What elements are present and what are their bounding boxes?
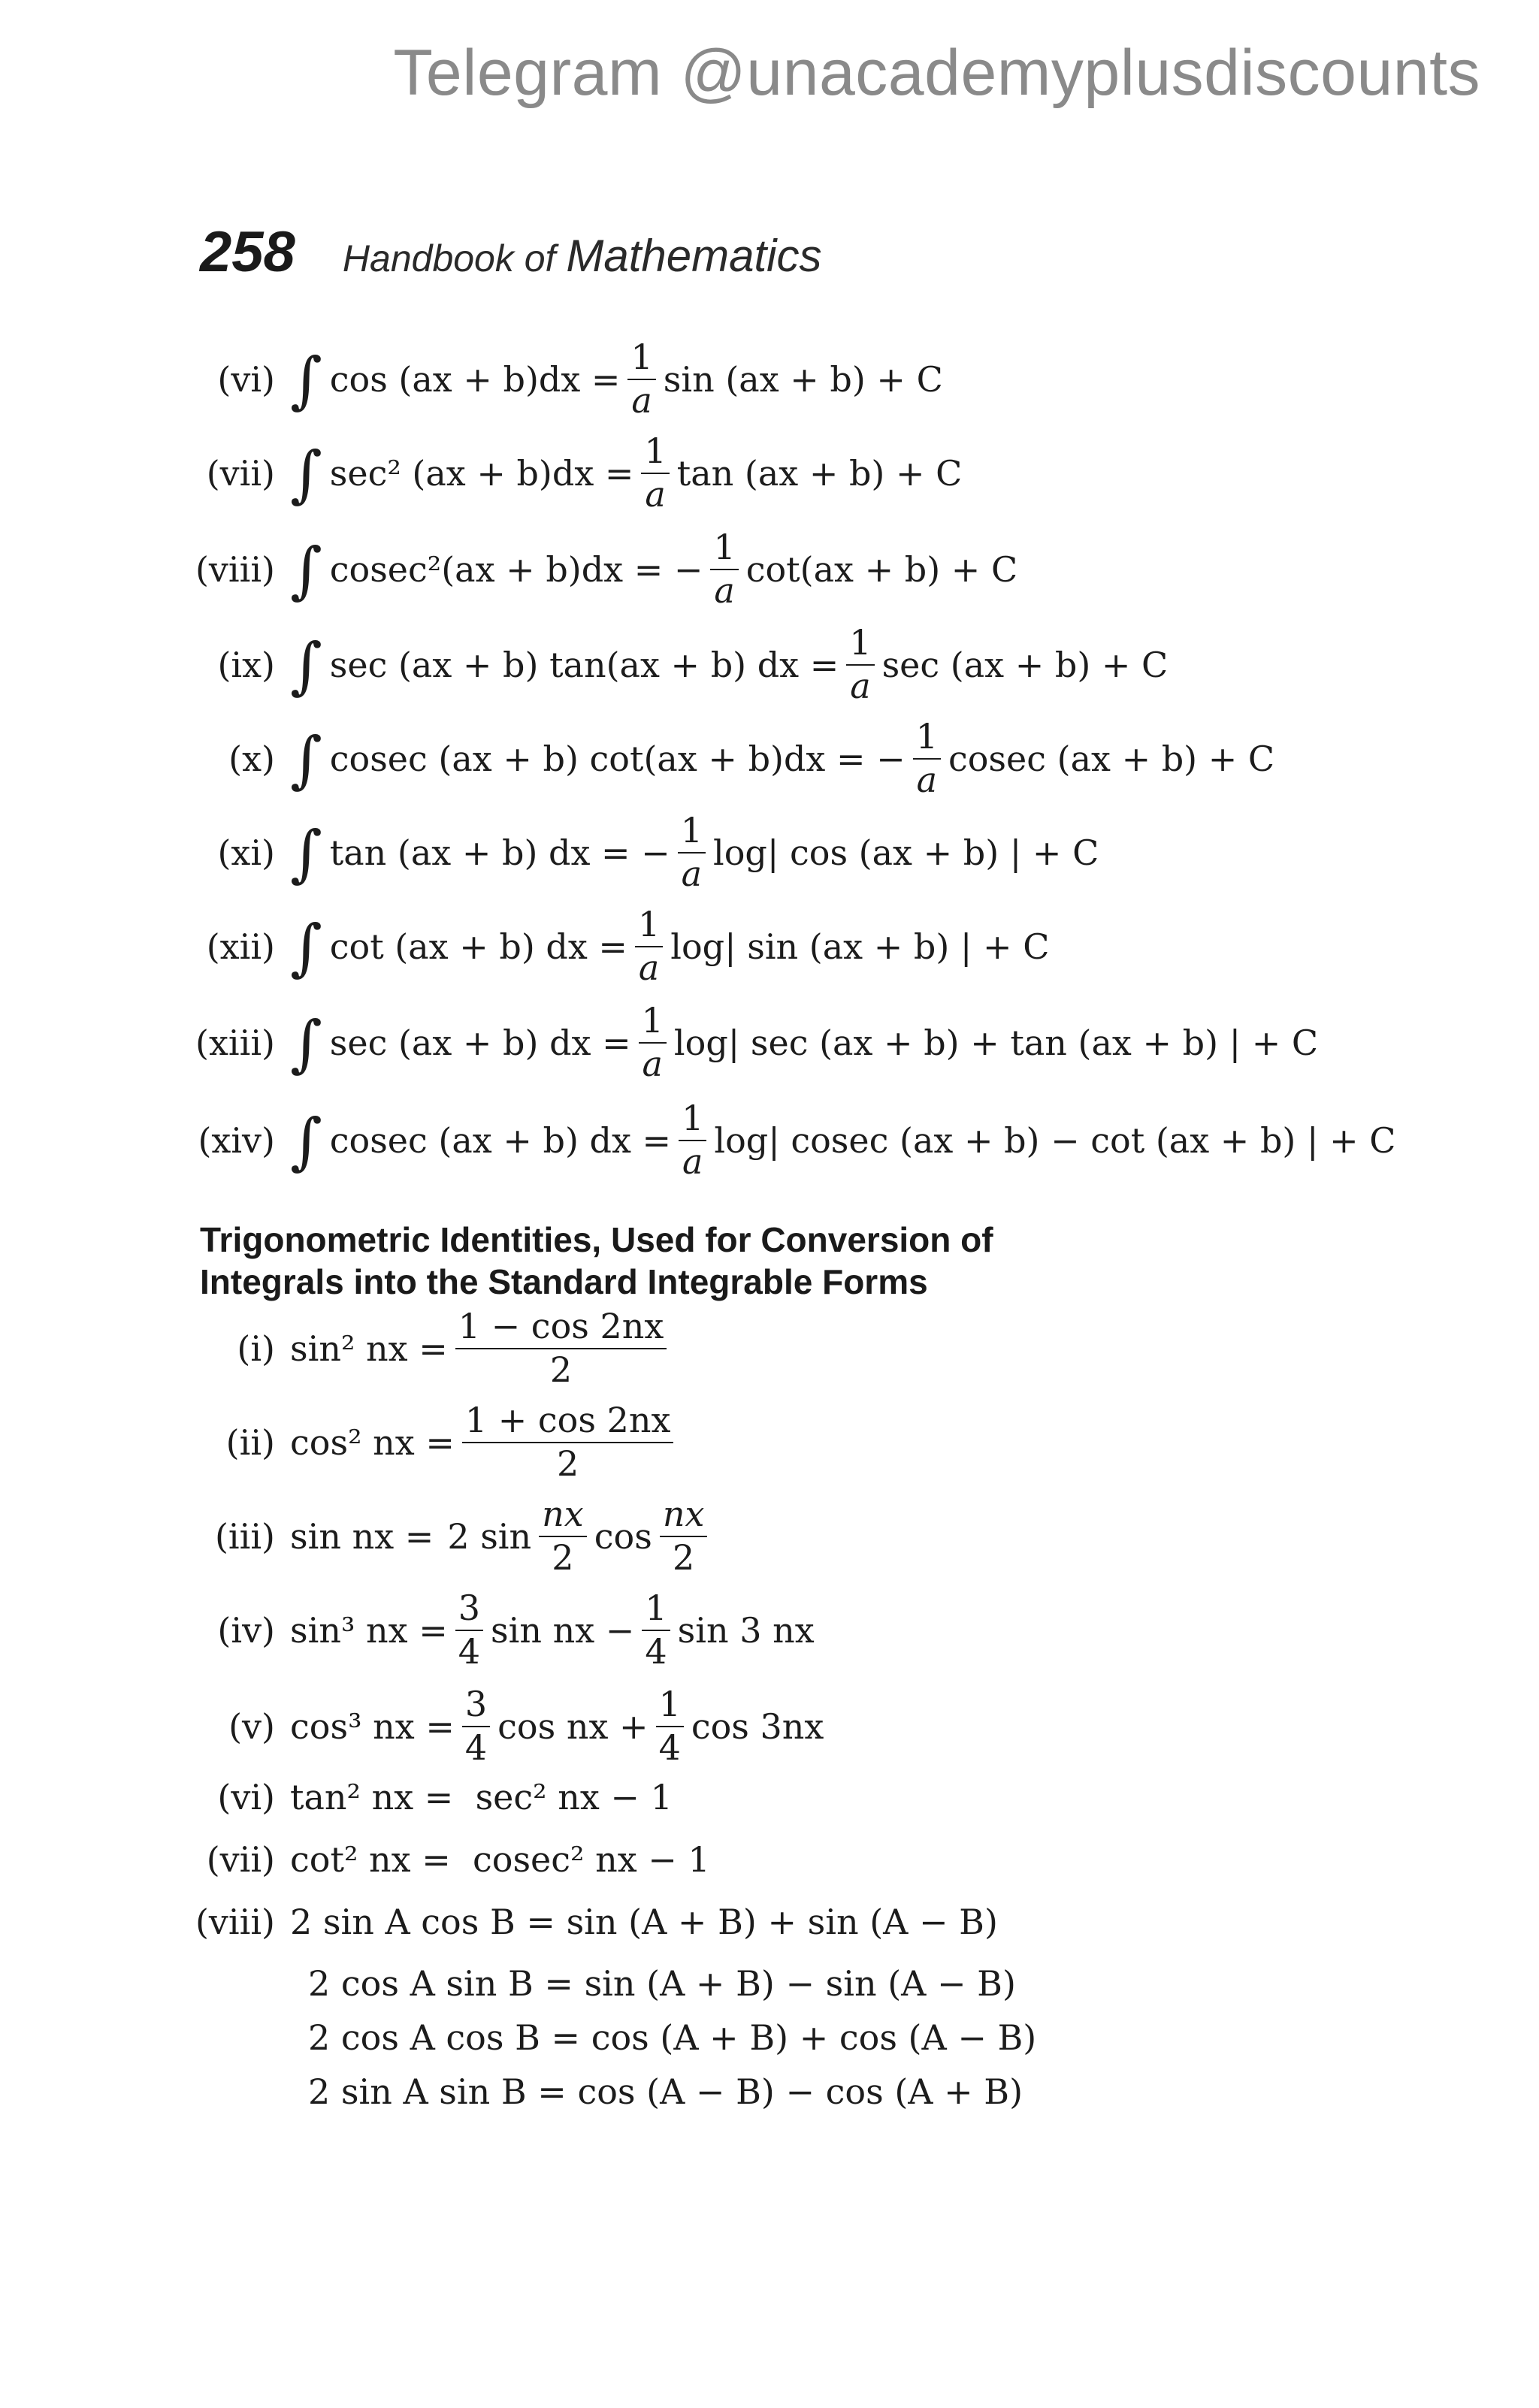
formula-lhs: sec² (ax + b)dx =	[329, 453, 634, 494]
integral-formula	[0, 714, 1274, 804]
fraction-denominator: a	[681, 854, 703, 894]
formula-lhs: tan (ax + b) dx = −	[329, 832, 670, 873]
formula-rhs: sec (ax + b) + C	[881, 645, 1169, 685]
fraction-numerator: 1	[710, 528, 738, 570]
fraction-denominator: 2	[672, 1537, 695, 1578]
identity-formula	[0, 1491, 715, 1582]
book-title-main: Mathematics	[566, 231, 822, 281]
formula-rhs: sin (ax + b) + C	[663, 359, 943, 400]
fraction-denominator: 2	[552, 1537, 574, 1578]
formula-lhs: sin² nx =	[290, 1328, 448, 1369]
integral-formula	[0, 998, 1318, 1088]
formula-rhs: log| cos (ax + b) | + C	[713, 832, 1099, 873]
fraction-numerator: 1	[642, 1589, 670, 1631]
identity-fraction	[642, 1589, 670, 1671]
integral-sign-icon: ∫	[290, 1008, 322, 1080]
identity-formula	[0, 1892, 998, 1952]
identity-formula	[0, 1767, 673, 1827]
identity-formula	[0, 1585, 815, 1675]
fraction-denominator: a	[850, 666, 871, 706]
formula-term: cos nx +	[497, 1706, 649, 1747]
coefficient-fraction	[641, 432, 669, 514]
fraction-numerator: 1	[679, 1099, 706, 1141]
formula-label: (xiii)	[195, 1023, 275, 1063]
fraction-numerator: 3	[462, 1685, 490, 1727]
integral-sign-icon: ∫	[290, 724, 322, 796]
section-heading	[200, 1219, 993, 1303]
formula-lhs: cos² nx =	[290, 1422, 455, 1463]
fraction-numerator: 3	[455, 1589, 483, 1631]
formula-label: (vi)	[217, 359, 275, 400]
fraction-numerator: nx	[660, 1495, 708, 1537]
formula-lhs: cos³ nx =	[290, 1706, 455, 1747]
fraction-denominator: a	[631, 380, 652, 421]
integral-formula	[0, 334, 943, 424]
identity-fraction	[455, 1589, 483, 1671]
formula-rhs: log| sec (ax + b) + tan (ax + b) | + C	[673, 1023, 1319, 1063]
fraction-denominator: a	[714, 570, 735, 611]
formula-lhs: sec (ax + b) dx =	[329, 1023, 631, 1063]
integral-sign-icon: ∫	[290, 439, 322, 510]
identity-fraction	[462, 1401, 674, 1483]
integral-sign-icon: ∫	[290, 630, 322, 702]
fraction-denominator: 4	[645, 1631, 667, 1672]
formula-label: (vii)	[206, 1839, 275, 1880]
formula-rhs: cosec (ax + b) + C	[948, 739, 1275, 779]
fraction-denominator: a	[916, 760, 938, 800]
coefficient-fraction	[635, 905, 663, 987]
product-to-sum-line: 2 cos A sin B = sin (A + B) − sin (A − B)	[308, 1963, 1016, 2004]
formula-lhs: cos (ax + b)dx =	[329, 359, 621, 400]
coefficient-fraction	[678, 811, 706, 893]
identity-formula	[0, 1397, 681, 1488]
section-heading-line-1: Trigonometric Identities, Used for Conversion of	[200, 1220, 993, 1259]
identity-fraction	[539, 1495, 587, 1577]
identity-formula	[0, 1681, 824, 1772]
formula-text: tan² nx = sec² nx − 1	[290, 1777, 673, 1817]
coefficient-fraction	[913, 718, 941, 799]
fraction-numerator: nx	[539, 1495, 587, 1537]
formula-lhs: sin³ nx =	[290, 1610, 448, 1651]
fraction-denominator: 4	[658, 1727, 681, 1768]
formula-label: (iv)	[217, 1610, 275, 1651]
fraction-denominator: 4	[458, 1631, 481, 1672]
integral-formula	[0, 808, 1099, 898]
integral-sign-icon: ∫	[290, 1106, 322, 1177]
integral-formula	[0, 1095, 1395, 1186]
coefficient-fraction	[846, 624, 874, 705]
identity-fraction	[660, 1495, 708, 1577]
formula-label: (xii)	[206, 926, 275, 967]
formula-label: (viii)	[195, 1902, 275, 1942]
integral-sign-icon: ∫	[290, 535, 322, 606]
fraction-numerator: 1	[641, 432, 669, 474]
coefficient-fraction	[710, 528, 738, 610]
fraction-numerator: 1	[656, 1685, 684, 1727]
formula-term: 2 sin	[447, 1516, 532, 1557]
formula-label: (xiv)	[198, 1120, 275, 1161]
fraction-numerator: 1	[627, 338, 655, 380]
fraction-numerator: 1	[846, 624, 874, 666]
formula-term: sin nx −	[491, 1610, 635, 1651]
integral-formula	[0, 524, 1017, 615]
fraction-denominator: a	[682, 1141, 703, 1182]
formula-label: (x)	[228, 739, 275, 779]
formula-label: (ii)	[225, 1422, 275, 1463]
page-number: 258	[200, 220, 295, 284]
formula-label: (i)	[237, 1328, 275, 1369]
formula-rhs: log| sin (ax + b) | + C	[670, 926, 1050, 967]
identity-formula	[0, 1829, 710, 1890]
formula-lhs: cot (ax + b) dx =	[329, 926, 627, 967]
product-to-sum-line: 2 cos A cos B = cos (A + B) + cos (A − B)	[308, 2017, 1037, 2058]
formula-label: (iii)	[214, 1516, 275, 1557]
identity-fraction	[455, 1307, 667, 1389]
product-to-sum-line: 2 sin A cos B = sin (A + B) + sin (A − B)	[290, 1902, 998, 1942]
product-to-sum-line: 2 sin A sin B = cos (A − B) − cos (A + B)	[308, 2071, 1023, 2112]
book-title-prefix: Handbook of	[342, 237, 556, 279]
fraction-denominator: 4	[464, 1727, 488, 1768]
fraction-denominator: a	[638, 947, 660, 988]
formula-label: (viii)	[195, 549, 275, 590]
formula-rhs: log| cosec (ax + b) − cot (ax + b) | + C	[714, 1120, 1396, 1161]
fraction-numerator: 1	[678, 811, 706, 854]
coefficient-fraction	[679, 1099, 706, 1181]
page-header	[200, 219, 821, 285]
integral-formula	[0, 428, 962, 518]
section-heading-line-2: Integrals into the Standard Integrable Forms	[200, 1262, 928, 1301]
fraction-denominator: a	[642, 1044, 663, 1084]
fraction-numerator: 1	[635, 905, 663, 947]
fraction-numerator: 1 − cos 2nx	[455, 1307, 667, 1349]
formula-rhs: tan (ax + b) + C	[676, 453, 963, 494]
fraction-numerator: 1	[913, 718, 941, 760]
integral-formula	[0, 620, 1168, 710]
formula-term: cos 3nx	[691, 1706, 824, 1747]
fraction-denominator: a	[645, 474, 666, 515]
identity-fraction	[656, 1685, 684, 1767]
integral-sign-icon: ∫	[290, 345, 322, 416]
formula-label: (vi)	[217, 1777, 275, 1817]
formula-lhs: sin nx =	[290, 1516, 434, 1557]
coefficient-fraction	[627, 338, 655, 420]
fraction-denominator: 2	[549, 1349, 573, 1390]
formula-label: (xi)	[217, 832, 275, 873]
integral-formula	[0, 902, 1049, 992]
formula-label: (v)	[228, 1706, 275, 1747]
coefficient-fraction	[639, 1002, 667, 1083]
integral-sign-icon: ∫	[290, 912, 322, 983]
watermark: Telegram @unacademyplusdiscounts	[393, 37, 1480, 109]
identity-formula	[0, 1304, 674, 1394]
fraction-numerator: 1 + cos 2nx	[462, 1401, 674, 1443]
identity-fraction	[462, 1685, 490, 1767]
integral-sign-icon: ∫	[290, 818, 322, 890]
formula-rhs: cot(ax + b) + C	[745, 549, 1018, 590]
formula-text: cot² nx = cosec² nx − 1	[290, 1839, 710, 1880]
formula-term: sin 3 nx	[677, 1610, 815, 1651]
formula-lhs: sec (ax + b) tan(ax + b) dx =	[329, 645, 839, 685]
formula-lhs: cosec²(ax + b)dx = −	[329, 549, 703, 590]
fraction-denominator: 2	[557, 1443, 579, 1484]
formula-label: (vii)	[206, 453, 275, 494]
formula-lhs: cosec (ax + b) dx =	[329, 1120, 672, 1161]
formula-label: (ix)	[217, 645, 275, 685]
fraction-numerator: 1	[639, 1002, 667, 1044]
book-title	[342, 231, 822, 281]
formula-lhs: cosec (ax + b) cot(ax + b)dx = −	[329, 739, 906, 779]
formula-term: cos	[594, 1516, 652, 1557]
